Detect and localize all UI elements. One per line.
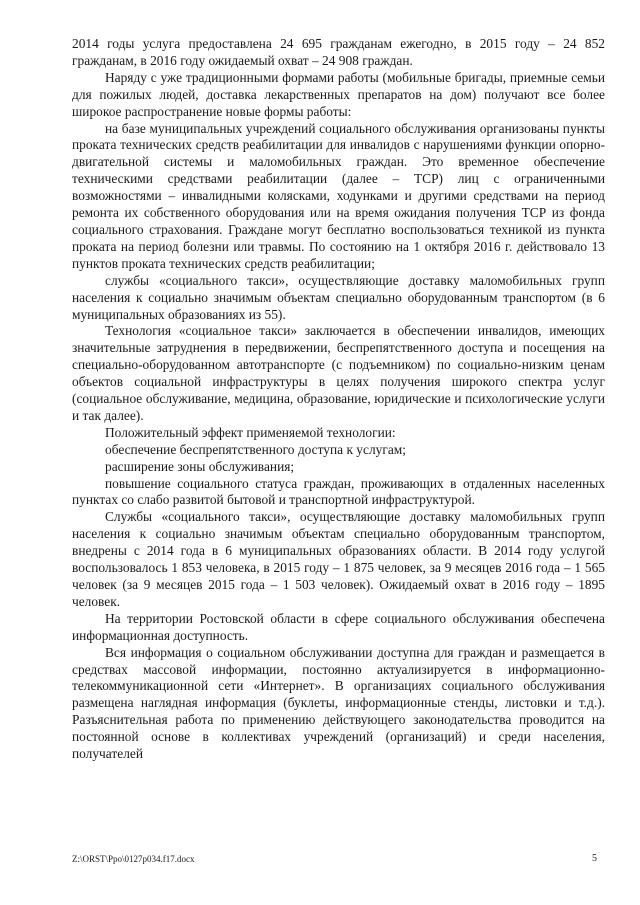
paragraph-rental-points: на базе муниципальных учреждений социального обслуживания организованы пункты проката технических средств реабилитации для инвалидов с нарушениями функции опорно-двигательной системы и маломобильных граждан. Это временное обеспечение техническими средствами реабилитации (далее – ТСР) лиц с ограниченными возможностями – инвалидными колясками, ходунками и другими средствами на период ремонта их собственного оборудования или на время ожидания получения ТСР из фонда социального страхования. Граждане могут бесплатно воспользоваться техникой из пункта проката на период болезни или травмы. По состоянию на 1 октября 2016 г. действовало 13 пунктов проката технических средств реабилитации; [72,120,605,271]
paragraph-info-media: Вся информация о социальном обслуживании доступна для граждан и размещается в средствах массовой информации, постоянно актуализируется в информационно-телекоммуникационной сети «Интернет». В организациях социального обслуживания размещена наглядная информация (буклеты, информационные стенды, листовки и т.д.). Разъяснительная работа по применению действующего законодательства проводится на постоянной основе в коллективах учреждений (организаций) и среди населения, получателей [72,644,605,762]
footer-file-path: Z:\ORST\Ppo\0127p034.f17.docx [72,854,195,864]
paragraph-new-forms-intro: Наряду с уже традиционными формами работы (мобильные бригады, приемные семьи для пожилых людей, доставка лекарственных препаратов на дом) получают все более широкое распространение новые формы работы: [72,69,605,119]
paragraph-positive-effect: Положительный эффект применяемой технологии: [105,424,396,440]
paragraph-social-taxi-services: службы «социального такси», осуществляющие доставку маломобильных групп населения к социально значимым объектам специально оборудованным транспортом (в 6 муниципальных образованиях из 55). [72,272,605,322]
paragraph-social-taxi-stats: Службы «социального такси», осуществляющие доставку маломобильных групп населения к социально значимым объектам специально оборудованным транспортом, внедрены с 2014 года в 6 муниципальных образованиях области. В 2014 году услугой воспользовалось 1 853 человека, в 2015 году – 1 875 человек, за 9 месяцев 2016 года – 1 565 человек (за 9 месяцев 2015 года – 1 503 человек). Ожидаемый охват в 2016 году – 1895 человек. [72,509,605,609]
list-item-access: обеспечение беспрепятственного доступа к услугам; [105,441,406,457]
paragraph-social-taxi-technology: Технология «социальное такси» заключается в обеспечении инвалидов, имеющих значительные затруднения в передвижении, беспрепятственного доступа и посещения на специально-оборудованном автотранспорте (с подъемником) по социально-низким ценам объектов социальной инфраструктуры в целях получения широкого спектра услуг (социальное обслуживание, медицина, образование, юридические и психологические услуги и так далее). [72,323,605,423]
list-item-social-status: повышение социального статуса граждан, проживающих в отдаленных населенных пунктах со слабо развитой бытовой и транспортной инфраструктурой. [72,475,605,508]
paragraph-info-accessibility: На территории Ростовской области в сфере социального обслуживания обеспечена информационная доступность. [72,610,605,643]
body-text [72,36,605,763]
page-number: 5 [592,853,597,864]
paragraph-continuation: 2014 годы услуга предоставлена 24 695 гражданам ежегодно, в 2015 году – 24 852 гражданам, в 2016 году ожидаемый охват – 24 908 граждан. [72,36,605,68]
list-item-service-zone: расширение зоны обслуживания; [105,458,295,474]
